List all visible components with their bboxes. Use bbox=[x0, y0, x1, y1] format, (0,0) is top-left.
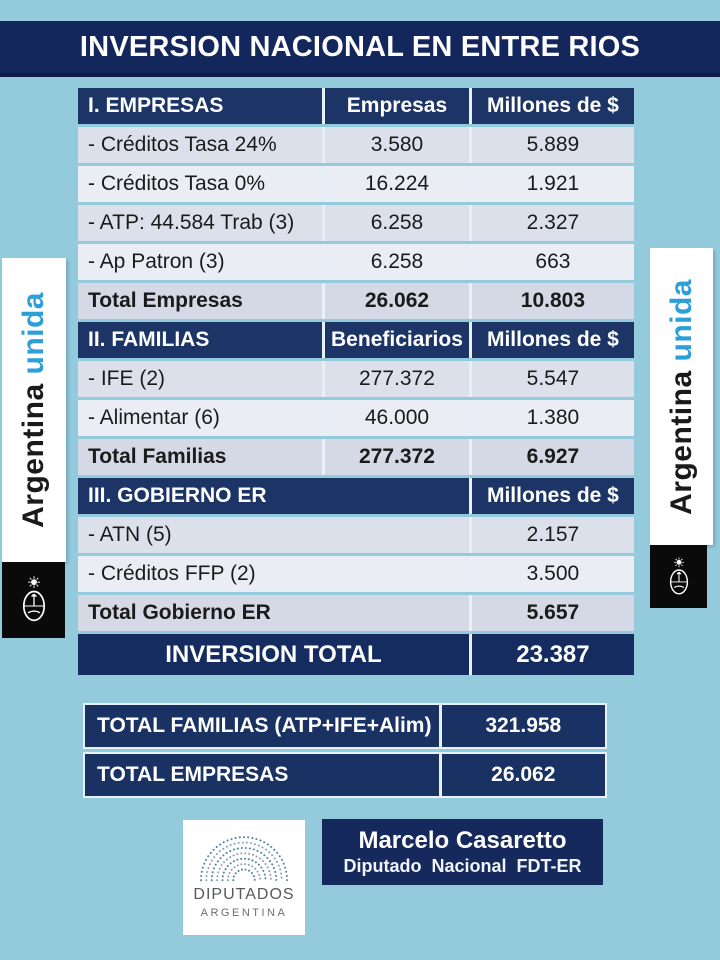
column-header-amount: Millones de $ bbox=[469, 478, 634, 514]
row-label: - IFE (2) bbox=[78, 361, 322, 397]
sidebar-left-brand bbox=[2, 258, 66, 562]
row-label: Total Gobierno ER bbox=[78, 595, 469, 631]
row-label: - ATP: 44.584 Trab (3) bbox=[78, 205, 322, 241]
section-header-empresas bbox=[78, 88, 634, 124]
logo-title: DIPUTADOS bbox=[193, 886, 295, 903]
column-header-count: Beneficiarios bbox=[322, 322, 469, 358]
row-amount: 1.380 bbox=[469, 400, 634, 436]
row-label: Total Empresas bbox=[78, 283, 322, 319]
row-label: - Créditos Tasa 24% bbox=[78, 127, 322, 163]
row-amount: 5.657 bbox=[469, 595, 634, 631]
credit-name: Marcelo Casaretto bbox=[358, 827, 567, 854]
summary-value: 26.062 bbox=[439, 754, 605, 796]
row-count: 26.062 bbox=[322, 283, 469, 319]
row-inversion-total bbox=[78, 634, 634, 675]
row-creditos-tasa-24 bbox=[78, 127, 634, 163]
summary-table bbox=[83, 703, 607, 801]
section-title: III. GOBIERNO ER bbox=[78, 478, 469, 514]
brand-word-unida: unida bbox=[664, 278, 698, 362]
section-title: II. FAMILIAS bbox=[78, 322, 322, 358]
row-count: 6.258 bbox=[322, 205, 469, 241]
column-header-amount: Millones de $ bbox=[469, 322, 634, 358]
summary-label: TOTAL EMPRESAS bbox=[97, 763, 289, 786]
row-count: 277.372 bbox=[322, 361, 469, 397]
section-header-familias bbox=[78, 322, 634, 358]
argentina-unida-wordmark bbox=[665, 279, 699, 515]
summary-label: TOTAL FAMILIAS (ATP+IFE+Alim) bbox=[97, 714, 432, 737]
row-total-gobierno bbox=[78, 595, 634, 631]
row-ap-patron bbox=[78, 244, 634, 280]
logo-subtitle: ARGENTINA bbox=[200, 907, 288, 919]
parliament-seats-dots-icon bbox=[194, 830, 294, 882]
brand-word-unida: unida bbox=[17, 292, 50, 375]
summary-value: 321.958 bbox=[439, 705, 605, 747]
grand-total-amount: 23.387 bbox=[469, 634, 634, 675]
row-count: 3.580 bbox=[322, 127, 469, 163]
argentina-coat-of-arms-icon bbox=[17, 574, 51, 626]
row-amount: 10.803 bbox=[469, 283, 634, 319]
row-amount: 3.500 bbox=[469, 556, 634, 592]
column-header-count: Empresas bbox=[322, 88, 469, 124]
sidebar-right-emblem bbox=[650, 545, 707, 608]
row-count: 277.372 bbox=[322, 439, 469, 475]
row-atn bbox=[78, 517, 634, 553]
row-total-empresas bbox=[78, 283, 634, 319]
section-header-gobierno bbox=[78, 478, 634, 514]
argentina-coat-of-arms-icon bbox=[665, 555, 693, 599]
row-atp bbox=[78, 205, 634, 241]
row-ife bbox=[78, 361, 634, 397]
row-label: - ATN (5) bbox=[78, 517, 469, 553]
row-amount: 2.327 bbox=[469, 205, 634, 241]
row-label: - Ap Patron (3) bbox=[78, 244, 322, 280]
grand-total-label: INVERSION TOTAL bbox=[78, 634, 469, 675]
row-count: 46.000 bbox=[322, 400, 469, 436]
row-alimentar bbox=[78, 400, 634, 436]
row-amount: 2.157 bbox=[469, 517, 634, 553]
column-header-amount: Millones de $ bbox=[469, 88, 634, 124]
row-amount: 5.547 bbox=[469, 361, 634, 397]
sidebar-left-emblem bbox=[2, 562, 65, 638]
row-amount: 1.921 bbox=[469, 166, 634, 202]
row-amount: 5.889 bbox=[469, 127, 634, 163]
row-amount: 663 bbox=[469, 244, 634, 280]
credit-role: Diputado Nacional FDT-ER bbox=[343, 856, 582, 876]
row-creditos-ffp bbox=[78, 556, 634, 592]
diputados-logo bbox=[183, 820, 305, 935]
row-total-familias bbox=[78, 439, 634, 475]
summary-row-familias bbox=[83, 703, 607, 749]
page-title: INVERSION NACIONAL EN ENTRE RIOS bbox=[0, 21, 720, 77]
row-label: - Créditos Tasa 0% bbox=[78, 166, 322, 202]
row-creditos-tasa-0 bbox=[78, 166, 634, 202]
sidebar-right-brand bbox=[650, 248, 713, 545]
row-label: Total Familias bbox=[78, 439, 322, 475]
summary-row-empresas bbox=[83, 752, 607, 798]
section-title: I. EMPRESAS bbox=[78, 88, 322, 124]
row-count: 16.224 bbox=[322, 166, 469, 202]
brand-word-argentina: Argentina bbox=[664, 361, 698, 515]
row-count: 6.258 bbox=[322, 244, 469, 280]
row-amount: 6.927 bbox=[469, 439, 634, 475]
investment-table bbox=[78, 88, 634, 678]
row-label: - Créditos FFP (2) bbox=[78, 556, 469, 592]
brand-word-argentina: Argentina bbox=[17, 374, 50, 528]
row-label: - Alimentar (6) bbox=[78, 400, 322, 436]
argentina-unida-wordmark bbox=[17, 292, 51, 528]
credit-box bbox=[322, 819, 603, 885]
